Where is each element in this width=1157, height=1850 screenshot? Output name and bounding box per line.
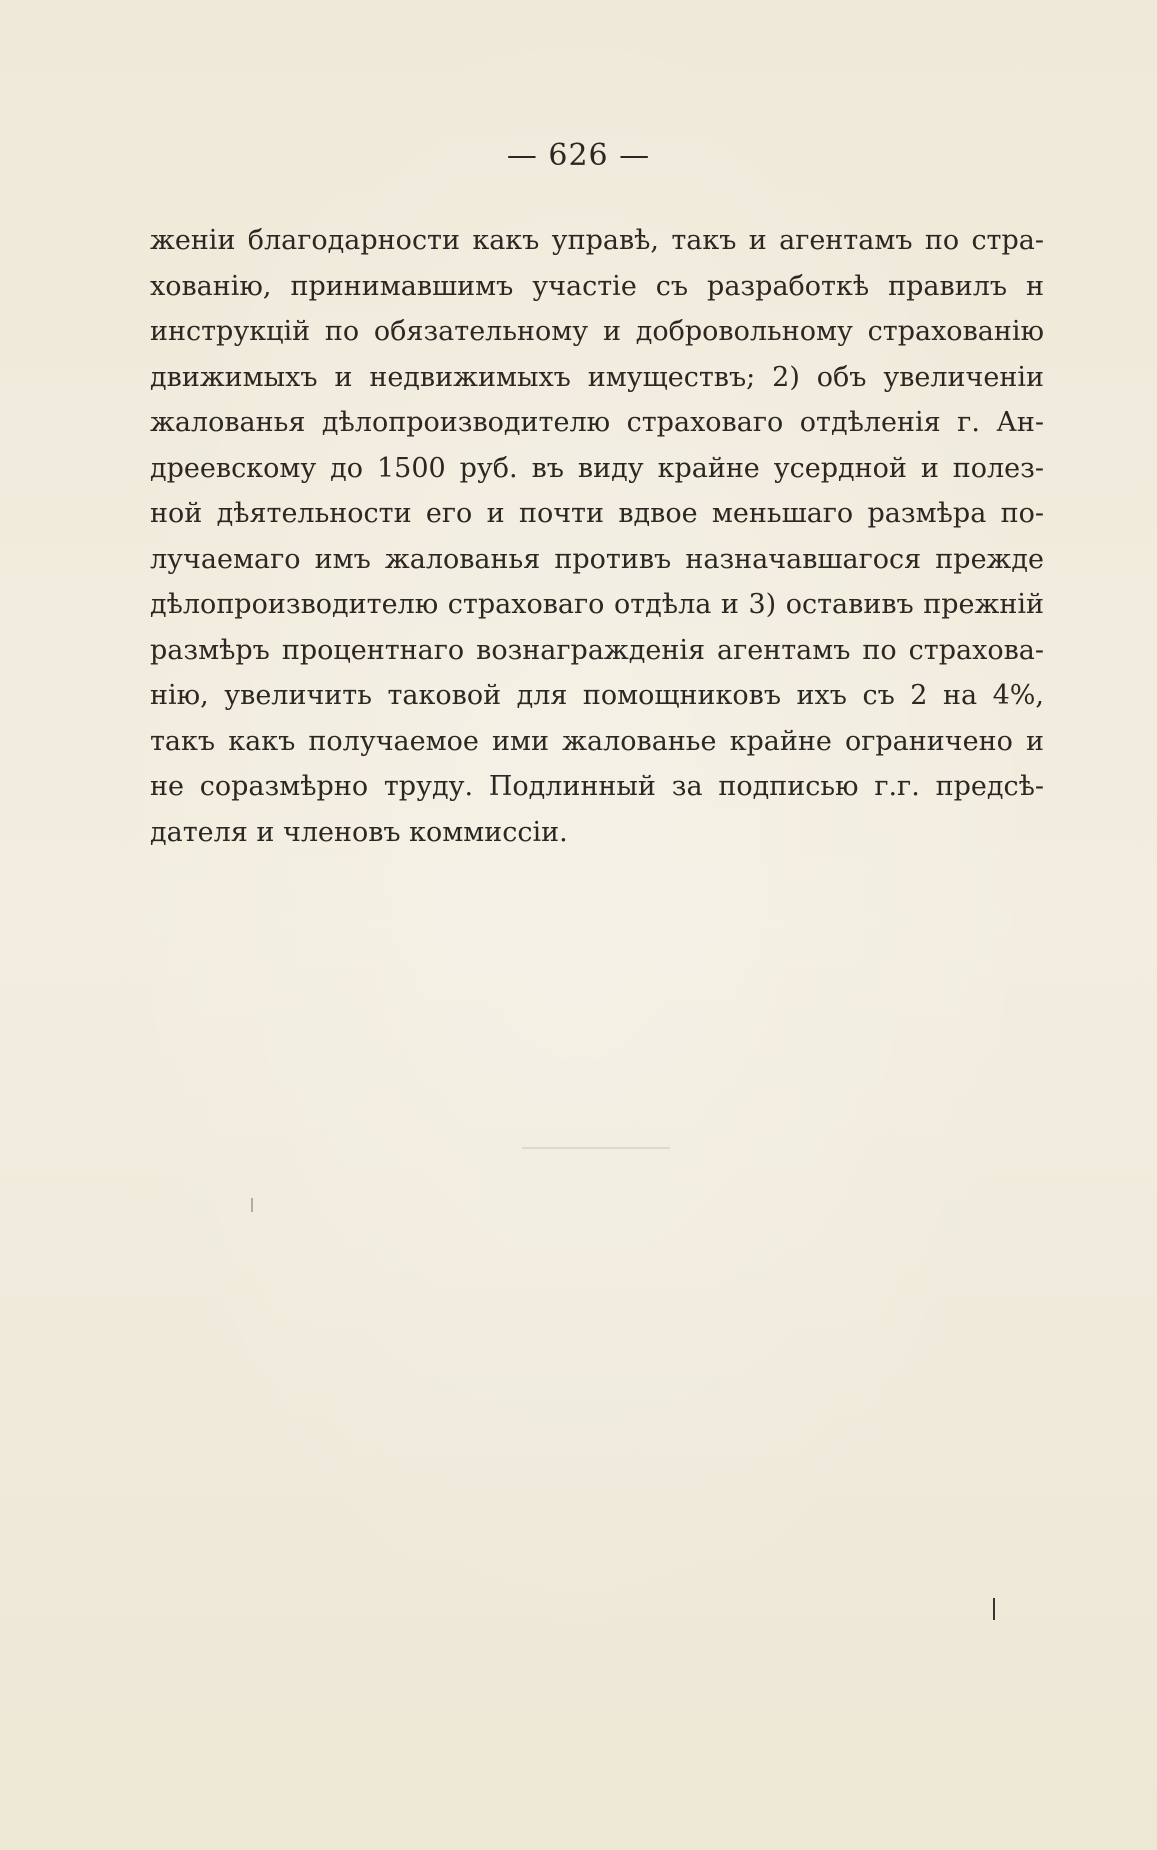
text-line: дѣлопроизводителю страховаго отдѣла и 3) оставивъ прежній (150, 589, 1044, 620)
margin-mark (993, 1598, 995, 1620)
text-line: размѣръ процентнаго вознагражденія агентамъ по страхова- (150, 634, 1044, 666)
margin-mark (251, 1198, 253, 1212)
body-text (150, 218, 1044, 855)
text-line: женіи благодарности какъ управѣ, такъ и агентамъ по стра- (150, 225, 1044, 256)
text-line: хованію, принимавшимъ участіе съ разработкѣ правилъ н (150, 270, 1044, 302)
bleed-through-rule (522, 1147, 670, 1149)
text-line: такъ какъ получаемое ими жалованье крайне ограничено и (150, 725, 1044, 757)
text-line-last: дателя и членовъ коммиссіи. (150, 816, 568, 848)
text-line: инструкцій по обязательному и добровольному страхованію (150, 316, 1044, 347)
text-line: жалованья дѣлопроизводителю страховаго отдѣленія г. Ан- (150, 407, 1044, 438)
text-line: движимыхъ и недвижимыхъ имуществъ; 2) объ увеличеніи (150, 361, 1044, 393)
page-number: — 626 — (506, 138, 651, 173)
text-line: не соразмѣрно труду. Подлинный за подписью г.г. предсѣ- (150, 771, 1044, 802)
text-line: дреевскому до 1500 руб. въ виду крайне усердной и полез- (150, 452, 1044, 484)
text-line: нію, увеличить таковой для помощниковъ ихъ съ 2 на 4%, (150, 680, 1044, 711)
text-line: ной дѣятельности его и почти вдвое меньшаго размѣра по- (150, 498, 1044, 529)
text-line: лучаемаго имъ жалованья противъ назначавшагося прежде (150, 543, 1044, 575)
